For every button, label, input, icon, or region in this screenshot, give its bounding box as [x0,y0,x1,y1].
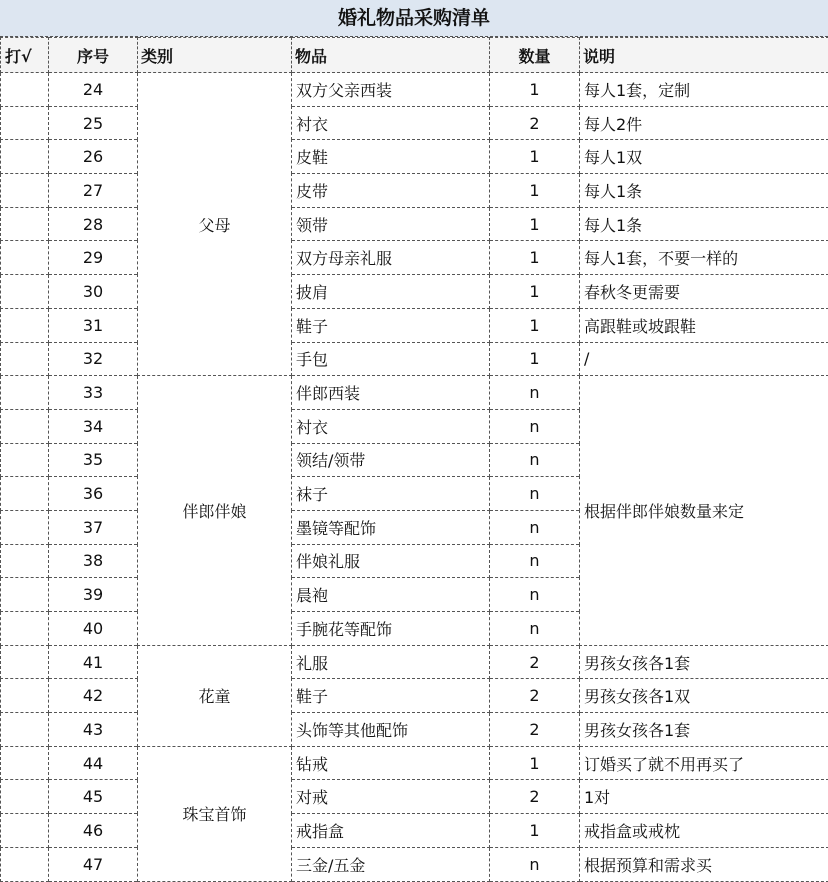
item-name: 袜子 [292,477,490,511]
item-quantity: 2 [490,106,580,140]
item-name: 皮带 [292,174,490,208]
header-item: 物品 [292,38,490,73]
header-check: 打√ [1,38,49,73]
row-number: 41 [49,645,138,679]
check-cell[interactable] [1,241,49,275]
check-cell[interactable] [1,544,49,578]
check-cell[interactable] [1,342,49,376]
check-cell[interactable] [1,174,49,208]
item-name: 双方母亲礼服 [292,241,490,275]
item-quantity: 1 [490,174,580,208]
item-quantity: 1 [490,73,580,107]
item-quantity: n [490,847,580,881]
check-cell[interactable] [1,308,49,342]
header-row [1,38,828,73]
item-quantity: n [490,612,580,646]
shopping-list-table [0,37,828,882]
row-number: 27 [49,174,138,208]
table-row [1,780,828,814]
item-note: 订婚买了就不用再买了 [580,746,828,780]
item-quantity: 1 [490,207,580,241]
table-row [1,342,828,376]
item-name: 衬衣 [292,106,490,140]
item-note: 每人1条 [580,174,828,208]
item-quantity: 1 [490,275,580,309]
item-name: 领带 [292,207,490,241]
item-quantity: 2 [490,713,580,747]
row-number: 34 [49,409,138,443]
item-quantity: 1 [490,746,580,780]
row-number: 36 [49,477,138,511]
row-number: 30 [49,275,138,309]
row-number: 37 [49,510,138,544]
check-cell[interactable] [1,409,49,443]
check-cell[interactable] [1,73,49,107]
item-note: 戒指盒或戒枕 [580,814,828,848]
category-cell: 父母 [138,73,292,376]
item-name: 晨袍 [292,578,490,612]
item-name: 伴娘礼服 [292,544,490,578]
item-name: 钻戒 [292,746,490,780]
table-row [1,106,828,140]
check-cell[interactable] [1,814,49,848]
check-cell[interactable] [1,713,49,747]
header-num: 序号 [49,38,138,73]
item-quantity: n [490,510,580,544]
table-row [1,746,828,780]
item-name: 鞋子 [292,679,490,713]
table-row [1,713,828,747]
item-note: 每人1套，不要一样的 [580,241,828,275]
item-name: 对戒 [292,780,490,814]
item-name: 鞋子 [292,308,490,342]
item-quantity: n [490,376,580,410]
check-cell[interactable] [1,645,49,679]
header-qty: 数量 [490,38,580,73]
item-quantity: n [490,578,580,612]
item-name: 双方父亲西装 [292,73,490,107]
table-row [1,73,828,107]
item-name: 三金/五金 [292,847,490,881]
table-row [1,847,828,881]
item-note: 男孩女孩各1套 [580,645,828,679]
check-cell[interactable] [1,510,49,544]
check-cell[interactable] [1,443,49,477]
check-cell[interactable] [1,140,49,174]
item-name: 衬衣 [292,409,490,443]
item-name: 领结/领带 [292,443,490,477]
table-row [1,679,828,713]
table-row [1,207,828,241]
table-body [1,73,828,882]
table-row [1,308,828,342]
category-cell: 花童 [138,645,292,746]
check-cell[interactable] [1,612,49,646]
item-note: 高跟鞋或坡跟鞋 [580,308,828,342]
table-row [1,275,828,309]
item-name: 墨镜等配饰 [292,510,490,544]
item-name: 礼服 [292,645,490,679]
item-note: 男孩女孩各1双 [580,679,828,713]
row-number: 45 [49,780,138,814]
item-quantity: 1 [490,241,580,275]
item-name: 披肩 [292,275,490,309]
row-number: 38 [49,544,138,578]
item-note: 1对 [580,780,828,814]
sheet-title: 婚礼物品采购清单 [0,0,828,37]
item-quantity: 1 [490,814,580,848]
row-number: 39 [49,578,138,612]
item-note: 每人1条 [580,207,828,241]
table-row [1,645,828,679]
table-row [1,241,828,275]
check-cell[interactable] [1,376,49,410]
row-number: 32 [49,342,138,376]
item-note: 男孩女孩各1套 [580,713,828,747]
item-name: 手腕花等配饰 [292,612,490,646]
item-quantity: 1 [490,342,580,376]
row-number: 44 [49,746,138,780]
item-note: 每人2件 [580,106,828,140]
row-number: 33 [49,376,138,410]
check-cell[interactable] [1,746,49,780]
check-cell[interactable] [1,679,49,713]
item-quantity: n [490,409,580,443]
item-name: 皮鞋 [292,140,490,174]
header-note: 说明 [580,38,828,73]
check-cell[interactable] [1,780,49,814]
table-row [1,174,828,208]
table-row [1,814,828,848]
item-quantity: n [490,443,580,477]
item-quantity: 2 [490,679,580,713]
row-number: 26 [49,140,138,174]
item-quantity: n [490,544,580,578]
row-number: 46 [49,814,138,848]
row-number: 40 [49,612,138,646]
item-note: 每人1双 [580,140,828,174]
row-number: 42 [49,679,138,713]
item-quantity: 1 [490,140,580,174]
item-note: 每人1套，定制 [580,73,828,107]
item-name: 戒指盒 [292,814,490,848]
item-note: / [580,342,828,376]
row-number: 28 [49,207,138,241]
table-row [1,376,828,410]
item-quantity: 2 [490,645,580,679]
item-quantity: 1 [490,308,580,342]
item-name: 头饰等其他配饰 [292,713,490,747]
check-cell[interactable] [1,207,49,241]
row-number: 29 [49,241,138,275]
item-note: 根据预算和需求买 [580,847,828,881]
header-category: 类别 [138,38,292,73]
category-cell: 伴郎伴娘 [138,376,292,646]
row-number: 43 [49,713,138,747]
category-cell: 珠宝首饰 [138,746,292,881]
item-note: 根据伴郎伴娘数量来定 [580,376,828,646]
row-number: 31 [49,308,138,342]
row-number: 25 [49,106,138,140]
item-name: 手包 [292,342,490,376]
check-cell[interactable] [1,847,49,881]
check-cell[interactable] [1,106,49,140]
item-name: 伴郎西装 [292,376,490,410]
row-number: 47 [49,847,138,881]
item-note: 春秋冬更需要 [580,275,828,309]
check-cell[interactable] [1,477,49,511]
row-number: 24 [49,73,138,107]
check-cell[interactable] [1,275,49,309]
item-quantity: 2 [490,780,580,814]
row-number: 35 [49,443,138,477]
item-quantity: n [490,477,580,511]
check-cell[interactable] [1,578,49,612]
table-row [1,140,828,174]
